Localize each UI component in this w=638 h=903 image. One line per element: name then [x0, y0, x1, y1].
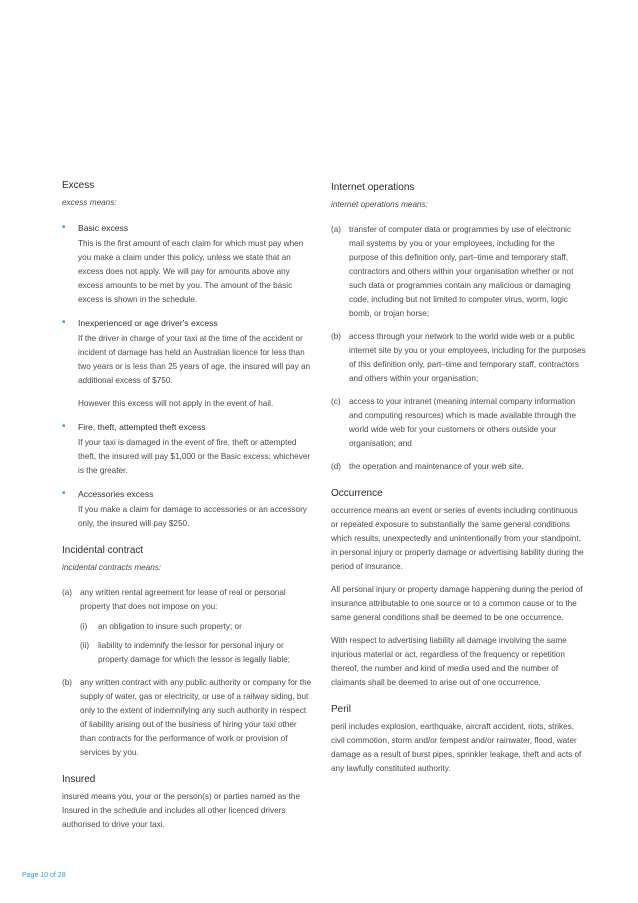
item-marker: (d) [331, 462, 342, 471]
incidental-item-a [62, 586, 312, 667]
excess-item-text: If the driver in charge of your taxi at the time of the accident or incident of damage has held an Australian licence for less than two years or is less than 25 years of age, the insured will pay an additional excess of $750. [78, 334, 311, 385]
excess-item-text: If your taxi is damaged in the event of fire, theft or attempted theft, the insured will pay $1,000 or the Basic excess; whichever is the greater. [78, 438, 311, 475]
item-text: the operation and maintenance of your web site. [349, 462, 524, 471]
item-text: liability to indemnify the lessor for personal injury or property damage for which the lessor is legally liable; [98, 641, 291, 664]
item-marker: (a) [62, 588, 73, 597]
occurrence-paragraph-1: occurrence means an event or series of events including continuous or repeated exposure to substantially the same general conditions which results, unexpectedly and unintentionally from your standpoint, in personal injury or property damage or advertising liability during the period of insurance. [331, 506, 584, 571]
excess-item-text: This is the first amount of each claim for which must pay when you make a claim under this policy, unless we state that an excess does not apply. We will pay for amounts above any excess amounts to be met by you. The amount of the basic excess is shown in the schedule. [78, 239, 304, 304]
excess-item-title: Accessories excess [78, 489, 154, 499]
bullet-icon: • [62, 222, 66, 233]
excess-item-accessories [62, 487, 312, 531]
excess-item-title: Inexperienced or age driver's excess [78, 318, 218, 328]
insured-text: insured means you, your or the person(s) or parties named as the Insured in the schedule and includes all other licenced drivers authorised to drive your taxi. [62, 792, 301, 829]
incidental-item-i [80, 620, 312, 634]
page-number: Page 10 of 28 [22, 872, 66, 879]
item-text: any written contract with any public authority or company for the supply of water, gas or electricity, or use of a railway siding, but only to the extent of indemnifying any such authority in respect of liability arising out of the business of hiring your taxi other than contracts for the performance of work or provision of services by you. [80, 678, 312, 757]
item-text: any written rental agreement for lease of real or personal property that does not impose on you: [80, 588, 286, 611]
item-marker: (b) [62, 678, 73, 687]
peril-text: peril includes explosion, earthquake, aircraft accident, riots, strikes, civil commotion, storm and/or tempest and/or rainwater, flood, water damage as a result of burst pipes, sprinkler leakage, theft and acts of any lawfully constituted authority. [331, 722, 582, 773]
internet-item-a [331, 223, 586, 321]
occurrence-paragraph-3: With respect to advertising liability all damage involving the same injurious material or act, regardless of the frequency or repetition thereof, the number and kind of media used and the number of claimants shall be deemed to arise out of one occurrence. [331, 636, 567, 687]
item-marker: (ii) [80, 641, 90, 650]
item-marker: (c) [331, 397, 341, 406]
excess-item-text: If you make a claim for damage to accessories or an accessory only, the insured will pay $250. [78, 505, 307, 528]
item-marker: (b) [331, 332, 342, 341]
bullet-icon: • [62, 421, 66, 432]
incidental-list [62, 586, 312, 760]
excess-item-title: Basic excess [78, 223, 129, 233]
bullet-icon: • [62, 317, 66, 328]
excess-item-title: Fire, theft, attempted theft excess [78, 422, 206, 432]
item-marker: (a) [331, 225, 342, 234]
occurrence-paragraph-2: All personal injury or property damage happening during the period of insurance attributable to one source or to a common cause or to the same general conditions shall be deemed to be one occurrence. [331, 585, 583, 622]
left-column [62, 178, 312, 832]
internet-heading: Internet operations [331, 182, 415, 193]
incidental-means: incidental contracts means: [62, 563, 162, 572]
occurrence-heading: Occurrence [331, 488, 383, 499]
excess-means: excess means: [62, 198, 117, 207]
item-text: an obligation to insure such property; or [98, 622, 242, 631]
excess-item-basic [62, 221, 312, 307]
excess-item-text-2: However this excess will not apply in the event of hail. [78, 399, 274, 408]
peril-heading: Peril [331, 704, 352, 715]
right-column [331, 180, 586, 776]
excess-item-inexperienced [62, 316, 312, 411]
item-marker: (i) [80, 622, 88, 631]
excess-list [62, 221, 312, 531]
incidental-item-ii [80, 639, 312, 667]
insured-heading: Insured [62, 774, 96, 785]
item-text: access through your network to the world wide web or a public internet site by you or your employees, including for the purposes of this definition only, part–time and temporary staff, contractors and others within your organisation; [349, 332, 586, 383]
internet-item-c [331, 395, 586, 451]
bullet-icon: • [62, 488, 66, 499]
excess-heading: Excess [62, 180, 95, 191]
internet-list [331, 223, 586, 474]
internet-item-b [331, 330, 586, 386]
incidental-heading: Incidental contract [62, 545, 144, 556]
item-text: access to your intranet (meaning internal company information and computing resources) which is made available through the world wide web for your customers or others outside your organisation; and [349, 397, 577, 448]
item-text: transfer of computer data or programmes by use of electronic mail systems by you or your employees, including for the purpose of this definition only, part–time and temporary staff, contractors and others within your organisation whether or not such data or programmes contain any malicious or damaging code, including but not limited to computer virus, worm, logic bomb, or trojan horse; [349, 225, 574, 318]
internet-means: internet operations means: [331, 200, 428, 209]
incidental-item-b [62, 676, 312, 760]
incidental-sublist [80, 620, 312, 667]
internet-item-d [331, 460, 586, 474]
excess-item-fire-theft [62, 420, 312, 478]
